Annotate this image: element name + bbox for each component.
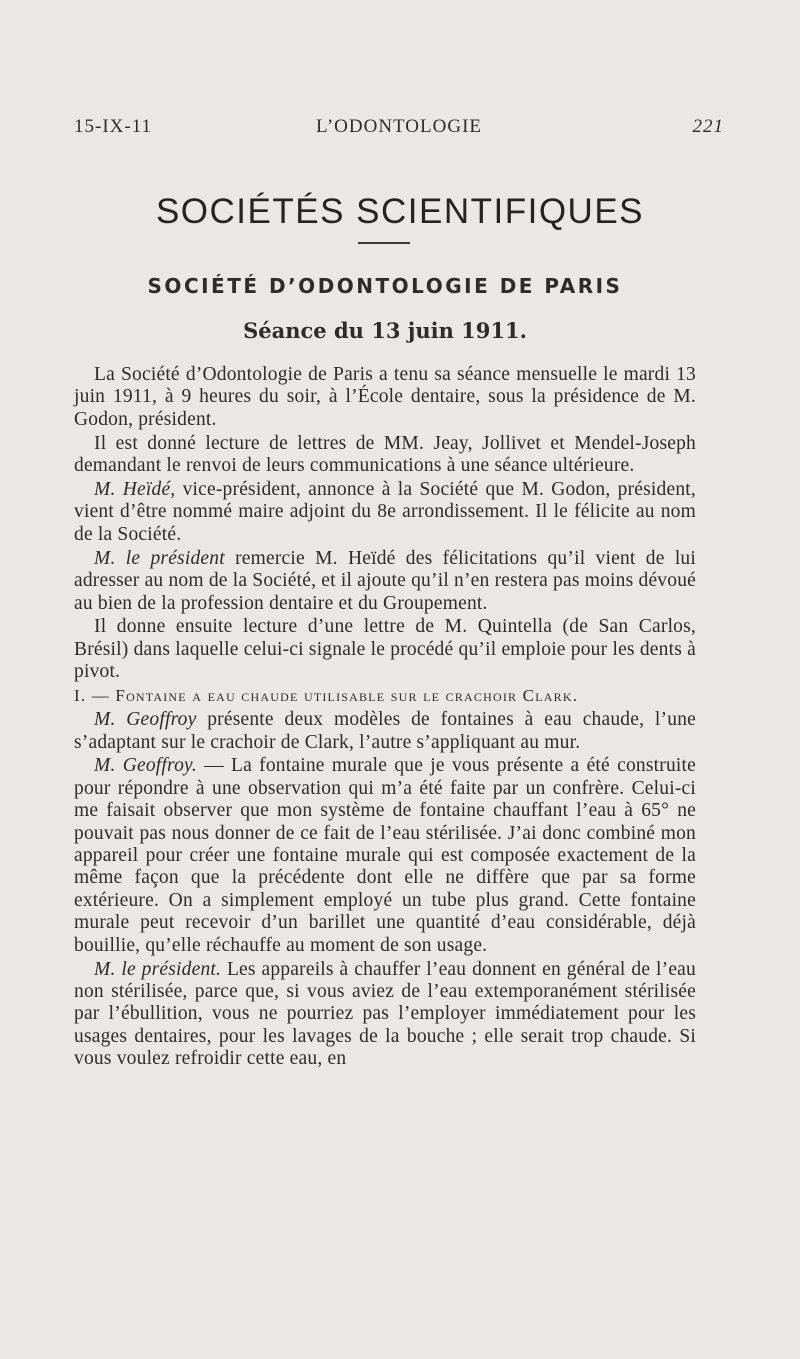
- journal-name: L’ODONTOLOGIE: [315, 116, 483, 137]
- title-divider: [358, 242, 410, 244]
- paragraph-text: — La fontaine murale que je vous présente a été construite pour répondre à une observation qui m’a été faite par un confrère. Celui-ci me faisait observer que mon système de fontaine chauffant l’eau à 65° ne pouvait pas nous donner de ce fait de l’eau stérilisée. J’ai donc combiné mon appareil pour créer une fontaine murale qui est composée exactement de la même façon que la précédente dont elle ne diffère que par sa forme extérieure. On a simplement employé un tube plus grand. Cette fontaine murale peut recevoir d’un barillet une quantité d’eau considérable, déjà bouillie, qu’elle réchauffe au moment de son usage.: [74, 755, 696, 956]
- paragraph-text: Les appareils à chauffer l’eau donnent en général de l’eau non stérilisée, parce que, si vous aviez de l’eau extemporanément stérilisée par l’ébullition, vous ne pourriez pas l’employer immédiatement pour les usages dentaires, pour les lavages de la bouche ; elle serait trop chaude. Si vous voulez refroidir cette eau, en: [74, 958, 696, 1070]
- speaker-name: M. le président.: [94, 958, 222, 980]
- section-title: SOCIÉTÉS SCIENTIFIQUES: [155, 192, 645, 231]
- society-name: SOCIÉTÉ D’ODONTOLOGIE DE PARIS: [147, 274, 623, 298]
- article-body: [74, 364, 696, 1072]
- running-header: [74, 116, 724, 140]
- paragraph-5: Il donne ensuite lecture d’une lettre de M. Quintella (de San Carlos, Brésil) dans laquelle celui-ci signale le procédé qu’il emploie pour les dents à pivot.: [74, 616, 696, 683]
- paragraph-1: La Société d’Odontologie de Paris a tenu sa séance mensuelle le mardi 13 juin 1911, à 9 heures du soir, à l’École dentaire, sous la présidence de M. Godon, président.: [74, 364, 696, 430]
- paragraph-text: présente deux modèles de fontaines à eau chaude, l’une s’adaptant sur le crachoir de Clark, l’autre s’appliquant au mur.: [74, 709, 696, 753]
- speaker-name: M. Geoffroy: [94, 709, 197, 731]
- page-number: 221: [692, 116, 724, 137]
- speaker-name: M. Geoffroy.: [94, 755, 197, 777]
- paragraph-2: Il est donné lecture de lettres de MM. Jeay, Jollivet et Mendel-Joseph demandant le renvoi de leurs communications à une séance ultérieure.: [74, 432, 696, 477]
- paragraph-4: [74, 548, 696, 615]
- subsection-heading: I. — Fontaine a eau chaude utilisable sur le crachoir Clark.: [74, 686, 579, 706]
- paragraph-text: vice-président, annonce à la Société que M. Godon, président, vient d’être nommé maire adjoint du 8e arrondissement. Il le félicite au nom de la Société.: [74, 479, 696, 545]
- paragraph-6: [74, 709, 696, 754]
- header-date: 15-IX-11: [74, 116, 152, 137]
- speaker-name: M. le président: [94, 547, 225, 569]
- paragraph-7: [74, 755, 696, 957]
- speaker-name: M. Heïdé,: [94, 479, 176, 501]
- session-date: Séance du 13 juin 1911.: [243, 318, 527, 343]
- paragraph-text: remercie M. Heïdé des félicitations qu’il vient de lui adresser au nom de la Société, et il ajoute qu’il n’en restera pas moins dévoué au bien de la profession dentaire et du Groupement.: [74, 547, 696, 614]
- paragraph-3: [74, 479, 696, 546]
- paragraph-8: [74, 959, 696, 1071]
